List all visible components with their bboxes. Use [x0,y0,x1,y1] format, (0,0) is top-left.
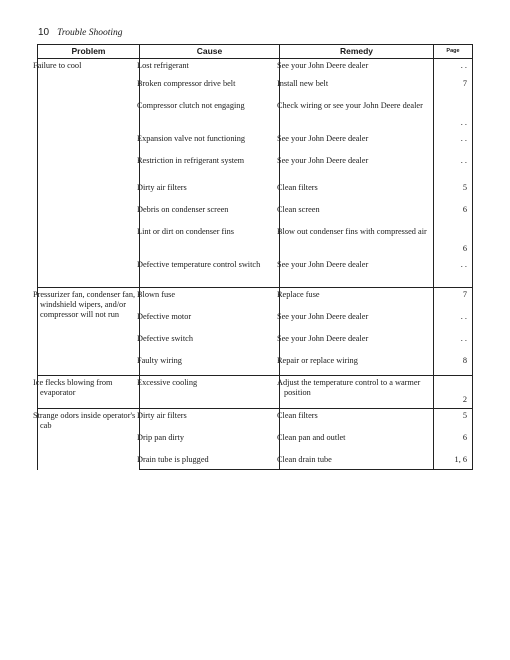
cause-cell: Expansion valve not functioning [140,134,280,156]
remedy-cell: See your John Deere dealer [280,312,434,334]
remedy-cell: Clean screen [280,205,434,227]
page-cell: . . [434,312,473,334]
cause-cell: Excessive cooling [140,376,280,409]
remedy-cell: Install new belt [280,79,434,101]
remedy-column-header: Remedy [280,45,434,59]
remedy-cell: Clean pan and outlet [280,433,434,455]
problem-cell: Strange odors inside operator's cab [38,409,140,470]
page-cell: . . [434,59,473,80]
remedy-cell: Adjust the temperature control to a warmer position [280,376,434,409]
page-cell: 6 [434,227,473,260]
page-cell: 6 [434,433,473,455]
page-title: Trouble Shooting [57,28,123,38]
cause-cell: Debris on condenser screen [140,205,280,227]
cause-cell: Lint or dirt on condenser fins [140,227,280,260]
page-cell: . . [434,134,473,156]
page-cell: 8 [434,356,473,376]
table-row [38,409,473,434]
page-cell: 5 [434,183,473,205]
cause-cell: Blown fuse [140,288,280,313]
cause-cell: Restriction in refrigerant system [140,156,280,183]
table-row [38,288,473,313]
problem-cell: Pressurizer fan, condenser fan, windshield wipers, and/or compressor will not run [38,288,140,376]
problem-column-header: Problem [38,45,140,59]
page-cell: 7 [434,79,473,101]
cause-cell: Broken compressor drive belt [140,79,280,101]
cause-cell: Defective temperature control switch [140,260,280,288]
remedy-cell: Repair or replace wiring [280,356,434,376]
remedy-cell: See your John Deere dealer [280,156,434,183]
remedy-cell: Clean filters [280,183,434,205]
remedy-cell: See your John Deere dealer [280,59,434,80]
remedy-cell: See your John Deere dealer [280,260,434,288]
page-cell: . . [434,101,473,134]
trouble-shooting-table [33,44,473,470]
cause-cell: Defective switch [140,334,280,356]
remedy-cell: See your John Deere dealer [280,134,434,156]
cause-cell: Lost refrigerant [140,59,280,80]
page-header [38,27,123,38]
remedy-cell: Replace fuse [280,288,434,313]
table-header-row [38,45,473,59]
cause-cell: Dirty air filters [140,409,280,434]
page-cell: . . [434,156,473,183]
page-number: 10 [38,27,50,38]
table-row [38,59,473,80]
remedy-cell: Blow out condenser fins with compressed air [280,227,434,260]
cause-cell: Drain tube is plugged [140,455,280,470]
remedy-cell: Clean filters [280,409,434,434]
page-cell: . . [434,260,473,288]
cause-cell: Compressor clutch not engaging [140,101,280,134]
cause-cell: Defective motor [140,312,280,334]
table-row [38,376,473,409]
problem-cell: Failure to cool [38,59,140,288]
page-cell: 7 [434,288,473,313]
page-cell: . . [434,334,473,356]
page-cell: 2 [434,376,473,409]
page-column-header: Page [434,45,473,59]
page-cell: 6 [434,205,473,227]
problem-cell: Ice flecks blowing from evaporator [38,376,140,409]
cause-cell: Dirty air filters [140,183,280,205]
cause-column-header: Cause [140,45,280,59]
remedy-cell: Check wiring or see your John Deere dealer [280,101,434,134]
page-cell: 1, 6 [434,455,473,470]
cause-cell: Drip pan dirty [140,433,280,455]
page-cell: 5 [434,409,473,434]
cause-cell: Faulty wiring [140,356,280,376]
remedy-cell: Clean drain tube [280,455,434,470]
remedy-cell: See your John Deere dealer [280,334,434,356]
